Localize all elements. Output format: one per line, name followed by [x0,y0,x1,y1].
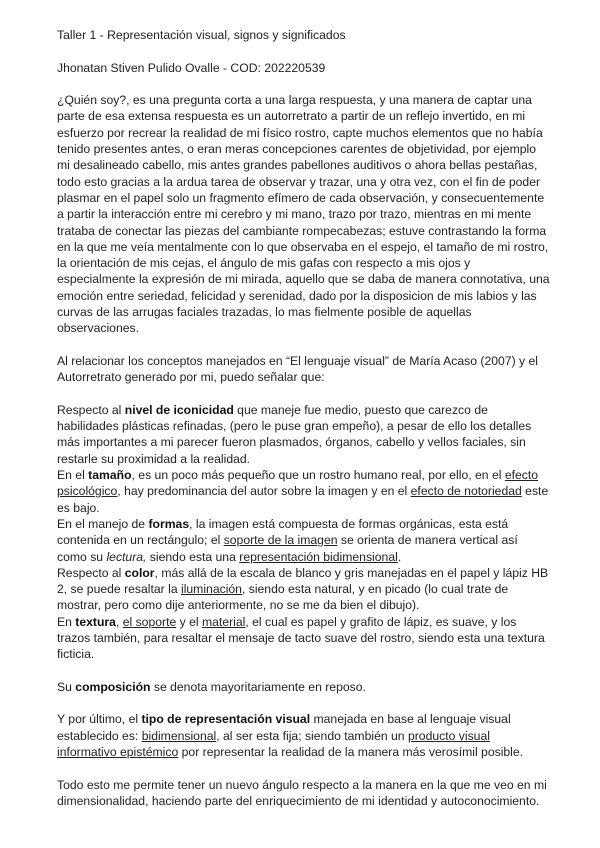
iconicidad-paragraph [57,402,550,467]
bidimensional-underline: bidimensional [141,728,217,743]
formas-term: formas [148,516,190,531]
textura-paragraph [57,614,550,663]
tamano-prefix: En el [57,468,89,483]
tipo-prefix: Y por último, el [57,712,142,727]
composicion-text: se denota mayoritariamente en reposo. [150,679,366,694]
tamano-paragraph [57,467,550,516]
composicion-prefix: Su [57,679,76,694]
composicion-term: composición [75,679,151,694]
el-soporte-underline: el soporte [122,614,177,629]
tipo-term: tipo de representación visual [141,712,311,727]
formas-text-3: siendo esta una [146,549,240,564]
color-text-1: , más allá de la escala de blanco y gris manejadas en el papel y lápiz HB 2, se puede resaltar la [57,565,549,597]
formas-text-4: . [397,549,402,564]
formas-prefix: En el manejo de [57,516,149,531]
tipo-paragraph [57,711,550,760]
formas-text-1: , la imagen está compuesta de formas orgánicas, esta está contenida en un rectángulo; el [57,516,509,548]
composicion-paragraph [57,679,550,695]
textura-term: textura [75,614,116,629]
tamano-text-1: , es un poco más pequeño que un rostro humano real, por ello, en el [131,468,505,483]
tamano-text-3: este es bajo. [57,484,549,515]
efecto-notoriedad-underline: efecto de notoriedad [410,484,522,499]
color-prefix: Respecto al [57,565,125,580]
closing-paragraph: Todo esto me permite tener un nuevo ángulo respecto a la manera en la que me veo en mi dimensionalidad, haciendo parte del enriquecimiento de mi identidad y autoconocimiento. [57,777,547,808]
representacion-bidimensional-underline: representación bidimensional [239,549,398,564]
textura-text-3: , el cual es papel y grafito de lápiz, es suave, y los trazos también, para resaltar el mensaje de tacto suave del rostro, siendo esta una textura ficticia. [57,614,545,662]
textura-prefix: En [57,614,76,629]
color-term: color [124,565,155,580]
tamano-term: tamaño [88,468,132,483]
color-text-2: , siendo esta natural, y en picado (lo cual trate de mostrar, pero como dije anteriormente, no se me da bien el dibujo). [57,582,509,613]
material-underline: material [202,614,246,629]
intro-paragraph: ¿Quién soy?, es una pregunta corta a una larga respuesta, y una manera de captar una parte de esa extensa respuesta es un autorretrato a partir de un reflejo invertido, en mi esfuerzo por recrear la realidad de mi físico rostro, capte muchos elementos que no había tenido presentes antes, o eran meras concepciones carentes de objetividad, por ejemplo mi desalineado cabello, mis antes grandes pabellones auditivos o ahora bellas pestañas, todo esto gracias a la ardua tarea de observar y trazar, una y otra vez, con el fin de poder plasmar en el papel solo un fragmento efímero de cada observación, y consecuentemente a partir la interacción entre mi cerebro y mi mano, trazo por trazo, mientras en mi mente trataba de conectar las piezas del cambiante rompecabezas; estuve contrastando la forma en la que me veía mentalmente con lo que observaba en el espejo, el tamaño de mi rostro, la orientación de mis cejas, el ángulo de mis gafas con respecto a mis ojos y especialmente la expresión de mi mirada, aquello que se daba de manera connotativa, una emoción entre seriedad, felicidad y serenidad, dado por la disposicion de mis labios y las curvas de las arrugas faciales trazadas, lo mas fielmente posible de aquellas observaciones. [57,93,550,336]
iluminacion-underline: iluminación [180,582,242,597]
color-paragraph [57,565,550,614]
efecto-psicologico-underline: efecto psicológico [57,468,539,499]
lectura-italic: lectura, [106,549,147,564]
formas-text-2: se orienta de manera vertical así como su [57,533,518,564]
author-line: Jhonatan Stiven Pulido Ovalle - COD: 202220539 [57,60,326,75]
iconicidad-term: nivel de iconicidad [124,402,234,417]
tipo-text-1: manejada en base al lenguaje visual establecido es: [57,712,511,743]
tipo-text-3: por representar la realidad de la manera más verosímil posible. [178,745,524,760]
iconicidad-prefix: Respecto al [57,402,125,417]
iconicidad-text: que maneje fue medio, puesto que carezco de habilidades plásticas refinadas, (pero le puse gran empeño), a pesar de ello los detalles más importantes a mi parecer fueron plasmados, órganos, cabello y vellos faciales, sin restarle su proximidad a la realidad. [57,402,532,466]
document-title: Taller 1 - Representación visual, signos y significados [57,28,346,42]
textura-text-2: y el [176,614,202,629]
relate-paragraph: Al relacionar los conceptos manejados en “El lenguaje visual” de María Acaso (2007) y el Autorretrato generado por mi, puedo señalar que: [57,353,538,385]
textura-text-1: , [115,614,123,629]
soporte-imagen-underline: soporte de la imagen [223,533,338,548]
tamano-text-2: , hay predominancia del autor sobre la imagen y en el [117,484,411,499]
producto-visual-underline: producto visual informativo epistémico [57,728,490,760]
formas-paragraph [57,516,550,565]
tipo-text-2: , al ser esta fija; siendo también un [216,728,408,743]
